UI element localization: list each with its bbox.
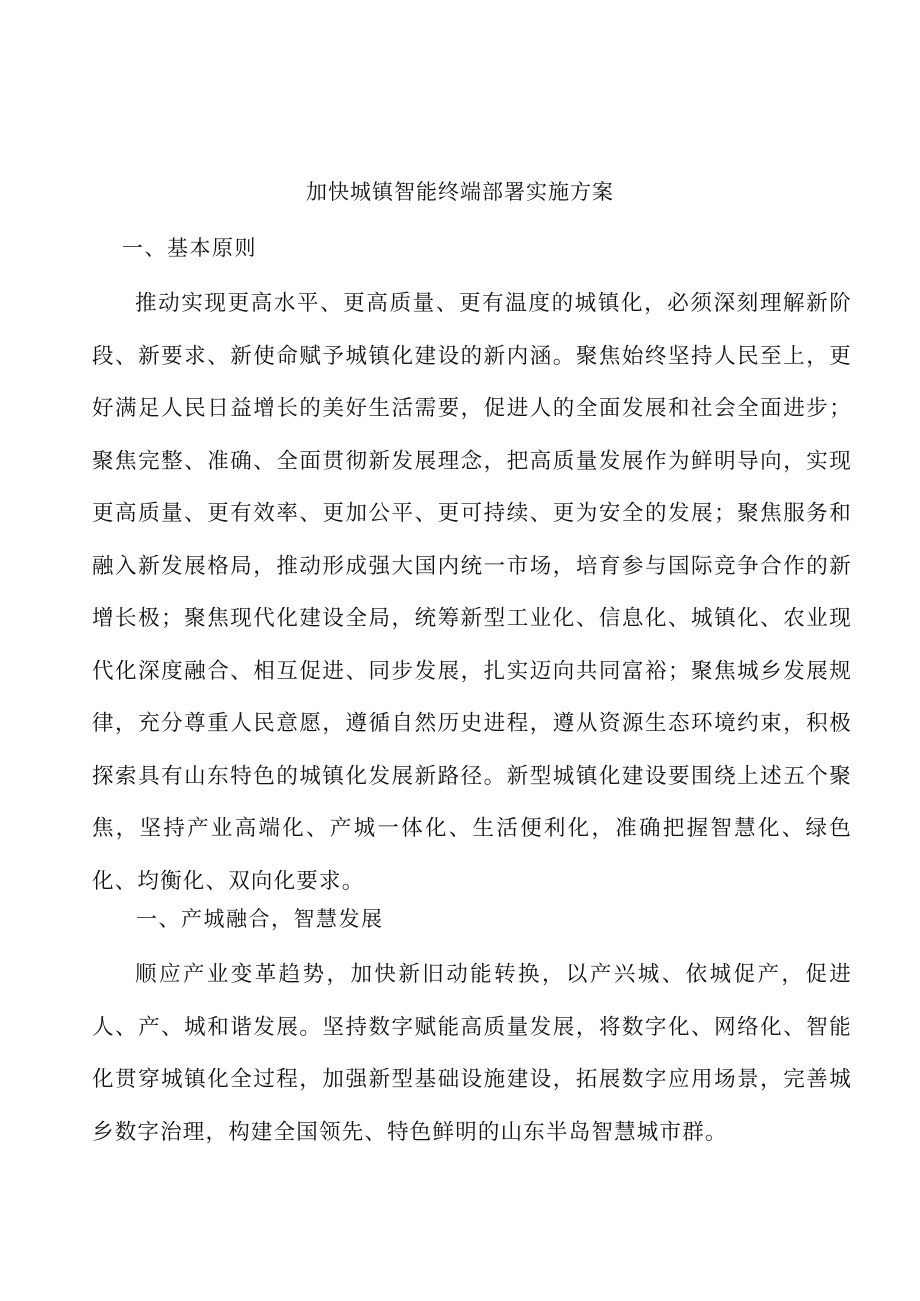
section-heading-basic-principles: 一、基本原则 [122,236,257,260]
section-paragraph-industry-city-integration: 顺应产业变革趋势，加快新旧动能转换，以产兴城、依城促产，促进人、产、城和谐发展。坚持数字赋能高质量发展，将数字化、网络化、智能化贯穿城镇化全过程，加强新型基础设施建设，拓展数字应用场景，完善城乡数字治理，构建全国领先、特色鲜明的山东半岛智慧城市群。 [92,962,852,1145]
document-title: 加快城镇智能终端部署实施方案 [306,180,614,204]
section-paragraph-basic-principles: 推动实现更高水平、更高质量、更有温度的城镇化，必须深刻理解新阶段、新要求、新使命赋予城镇化建设的新内涵。聚焦始终坚持人民至上，更好满足人民日益增长的美好生活需要，促进人的全面发展和社会全面进步；聚焦完整、准确、全面贯彻新发展理念，把高质量发展作为鲜明导向，实现更高质量、更有效率、更加公平、更可持续、更为安全的发展；聚焦服务和融入新发展格局，推动形成强大国内统一市场，培育参与国际竞争合作的新增长极；聚焦现代化建设全局，统筹新型工业化、信息化、城镇化、农业现代化深度融合、相互促进、同步发展，扎实迈向共同富裕；聚焦城乡发展规律，充分尊重人民意愿，遵循自然历史进程，遵从资源生态环境约束，积极探索具有山东特色的城镇化发展新路径。新型城镇化建设要围绕上述五个聚焦，坚持产业高端化、产城一体化、生活便利化，准确把握智慧化、绿色化、均衡化、双向化要求。 [92,291,852,894]
section-heading-industry-city-integration: 一、产城融合，智慧发展 [136,907,384,931]
